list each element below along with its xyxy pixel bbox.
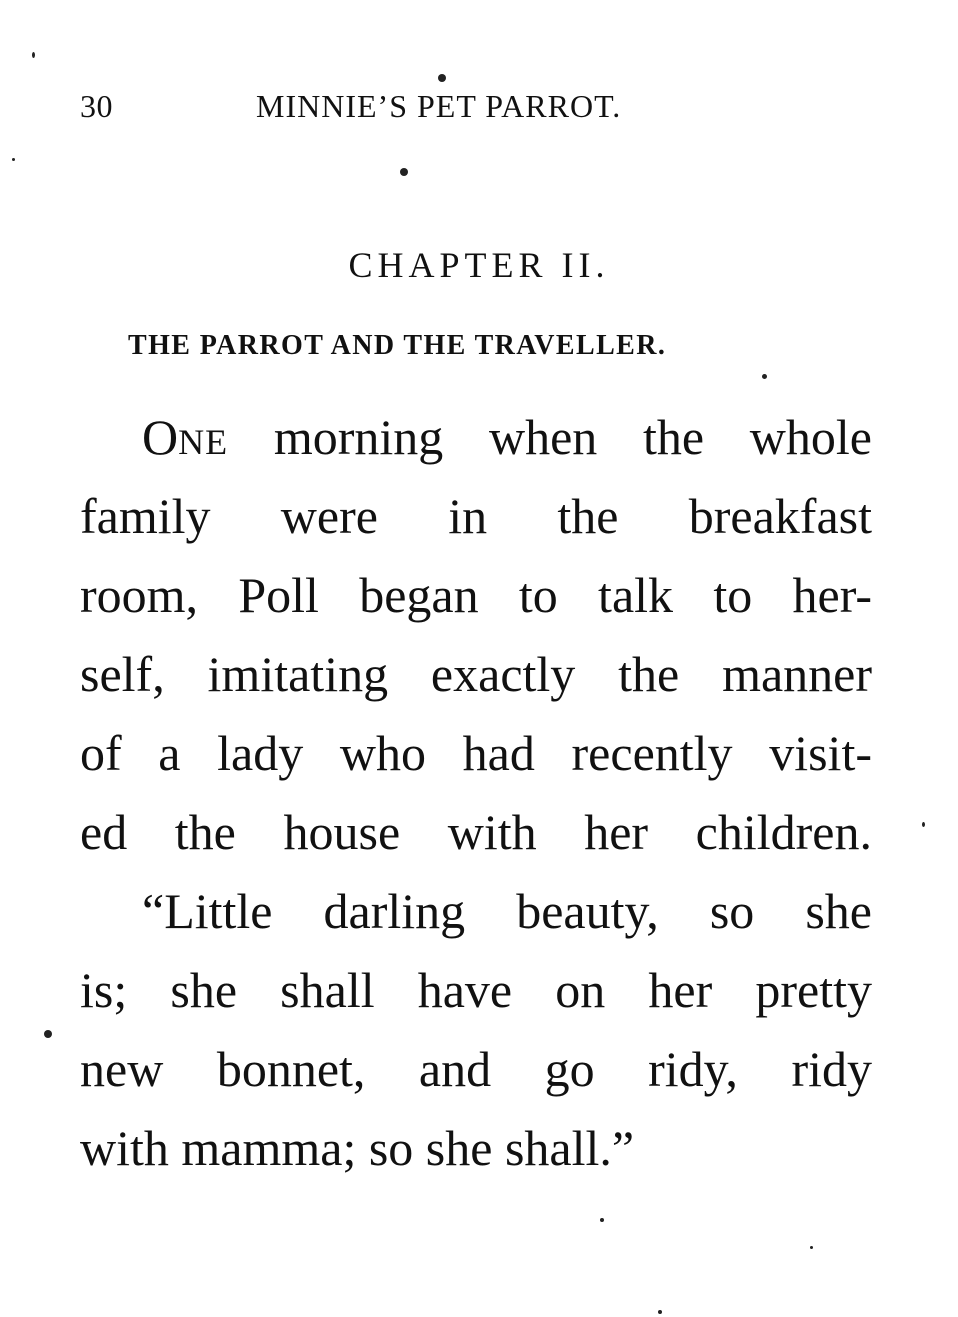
scan-speck [810,1246,813,1249]
paragraph-2 [80,872,872,1188]
text-line: is; she shall have on her pretty [80,962,872,1018]
text-line: “Little darling beauty, so she [142,883,872,939]
scan-speck [12,158,15,161]
text-line: family were in the breakfast [80,488,872,544]
scan-speck [32,52,35,58]
scan-speck [438,74,446,82]
scan-speck [658,1310,662,1314]
scan-speck [922,822,925,827]
page-number: 30 [80,88,113,124]
chapter-heading [0,244,958,286]
text-line: room, Poll began to talk to her- [80,567,872,623]
paragraph-1 [80,398,872,872]
scan-speck [762,374,767,379]
small-caps-rest: NE [178,422,229,462]
chapter-heading-text: CHAPTER II. [348,245,610,285]
running-head [80,88,880,132]
scan-speck [400,168,408,176]
running-title: MINNIE’S PET PARROT. [256,88,622,124]
text-line: ed the house with her children. [80,804,872,860]
text-line [80,398,872,477]
chapter-subtitle: THE PARROT AND THE TRAVELLER. [128,330,667,361]
text-line: of a lady who had recently visit- [80,725,872,781]
text-line: with mamma; so she shall.” [80,1120,635,1176]
text-line: self, imitating exactly the manner [80,646,872,702]
scan-speck [600,1218,604,1222]
drop-initial: O [142,409,179,465]
line-text: morning when the whole [228,409,872,465]
scan-speck [44,1030,52,1038]
text-line: new bonnet, and go ridy, ridy [80,1041,872,1097]
